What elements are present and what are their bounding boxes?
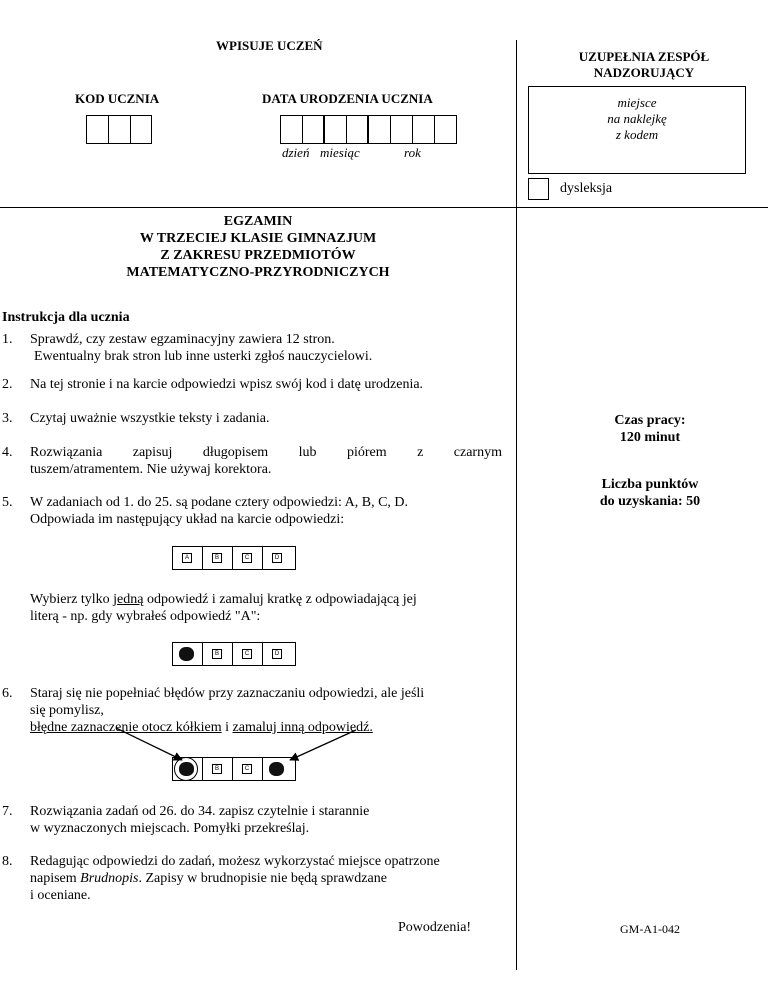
sticker-line-1: miejsce (617, 95, 657, 110)
instruction-4: 4. Rozwiązania zapisuj długopisem lub piórem z czarnym tuszem/atramentem. Nie używaj korektora. (2, 445, 502, 477)
sticker-line-2: na naklejkę (607, 111, 667, 126)
correction-circle (174, 757, 198, 781)
instruction-2: 2. Na tej stronie i na karcie odpowiedzi wpisz swój kod i datę urodzenia. (2, 377, 424, 392)
instruction-3: 3. Czytaj uważnie wszystkie teksty i zadania. (2, 411, 270, 426)
data-urodzenia-label: DATA URODZENIA UCZNIA (262, 91, 433, 106)
column-divider (516, 40, 517, 970)
instruction-4-line-1: Rozwiązania zapisuj długopisem lub piórem z czarnym (30, 445, 502, 460)
rok-label: rok (404, 145, 421, 160)
miesiac-label: miesiąc (320, 145, 360, 160)
instruction-6-underlined: błędne zaznaczenie otocz kółkiem i zamaluj inną odpowiedź. (30, 720, 373, 735)
answer-box-b: B (212, 553, 222, 563)
arrow-to-circle (116, 728, 182, 760)
left-header-title: WPISUJE UCZEŃ (216, 38, 323, 53)
instruction-6: 6. Staraj się nie popełniać błędów przy zaznaczaniu odpowiedzi, ale jeśli się pomylisz, (2, 686, 425, 718)
dzien-label: dzień (282, 145, 310, 160)
answer-box-d: D (272, 649, 282, 659)
arrow-to-new-answer (290, 730, 356, 760)
instruction-5: 5. W zadaniach od 1. do 25. są podane cztery odpowiedzi: A, B, C, D. Odpowiada im następujący układ na karcie odpowiedzi: (2, 495, 409, 527)
answer-box-b: B (212, 764, 222, 774)
right-header-title: UZUPEŁNIA ZESPÓŁ NADZORUJĄCY (578, 49, 710, 80)
answer-box-c: C (242, 553, 252, 563)
instruction-8: 8. Redagując odpowiedzi do zadań, możesz wykorzystać miejsce opatrzone napisem Brudnopis. Zapisy w brudnopisie nie będą sprawdzane i oceniane. (2, 854, 440, 903)
answer-example-corrected (172, 757, 296, 781)
answer-box-c: C (242, 764, 252, 774)
powodzenia-text: Powodzenia! (398, 920, 472, 935)
instruction-5-choose: Wybierz tylko jedną odpowiedź i zamaluj kratkę z odpowiadającą jej literą - np. gdy wybrałeś odpowiedź "A": (30, 592, 417, 624)
dysleksja-checkbox[interactable] (528, 178, 549, 200)
liczba-punktow: Liczba punktów do uzyskania: 50 (599, 477, 701, 509)
instructions-heading: Instrukcja dla ucznia (2, 310, 130, 325)
answer-box-d: D (272, 553, 282, 563)
sticker-area (528, 86, 746, 174)
exam-title: EGZAMIN W TRZECIEJ KLASIE GIMNAZJUM Z ZAKRESU PRZEDMIOTÓW MATEMATYCZNO-PRZYRODNICZYCH (126, 214, 390, 280)
sticker-line-3: z kodem (615, 127, 659, 142)
filled-answer-d (269, 762, 284, 776)
answer-box-b: B (212, 649, 222, 659)
answer-box-c: C (242, 649, 252, 659)
answer-box-a: A (182, 553, 192, 563)
czas-pracy: Czas pracy: 120 minut (614, 413, 686, 445)
instruction-7: 7. Rozwiązania zadań od 26. do 34. zapisz czytelnie i starannie w wyznaczonych miejscach. Pomyłki przekreślaj. (2, 804, 370, 836)
dysleksja-label: dysleksja (560, 181, 613, 196)
exam-code: GM-A1-042 (620, 922, 680, 936)
kod-ucznia-label: KOD UCZNIA (75, 91, 160, 106)
instruction-1: 1. Sprawdź, czy zestaw egzaminacyjny zawiera 12 stron. Ewentualny brak stron lub inne usterki zgłoś nauczycielowi. (2, 332, 373, 364)
